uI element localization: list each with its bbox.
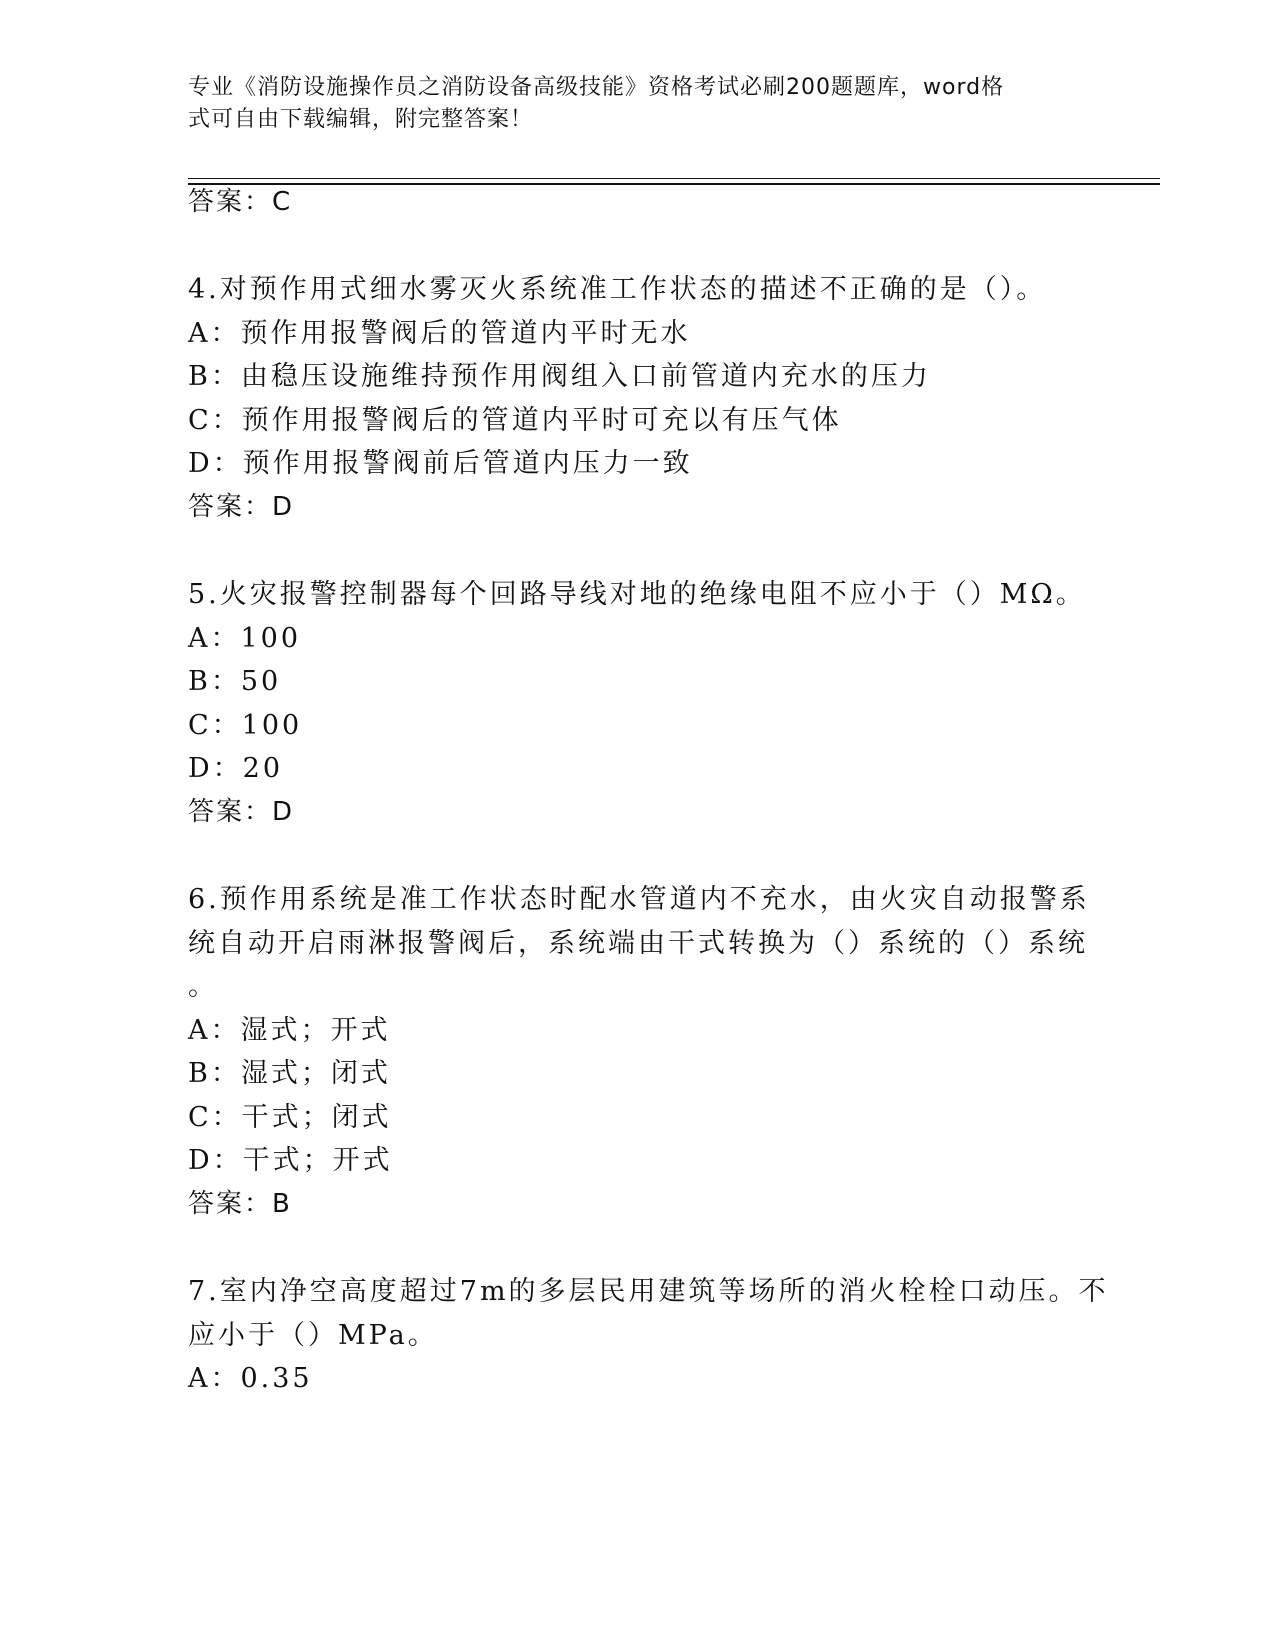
q5-option-b: B：50 bbox=[188, 666, 282, 697]
q6-option-c: C：干式；闭式 bbox=[188, 1102, 392, 1133]
answer-label: 答案： bbox=[188, 797, 273, 827]
q4-option-d: D：预作用报警阀前后管道内压力一致 bbox=[188, 448, 693, 479]
q5-option-c: C：100 bbox=[188, 710, 303, 741]
q4-option-b: B：由稳压设施维持预作用阀组入口前管道内充水的压力 bbox=[188, 361, 931, 392]
q7-question-line-1: 7.室内净空高度超过7m的多层民用建筑等场所的消火栓栓口动压。不 bbox=[188, 1276, 1109, 1307]
answer-value: D bbox=[272, 797, 294, 827]
answer-value: B bbox=[272, 1189, 291, 1219]
header-divider-thick bbox=[188, 183, 1160, 185]
q4-option-a: A：预作用报警阀后的管道内平时无水 bbox=[188, 318, 691, 349]
header-divider-thin bbox=[188, 178, 1160, 179]
q6-option-d: D：干式；开式 bbox=[188, 1145, 393, 1176]
document-header bbox=[188, 72, 1068, 136]
header-line-1: 专业《消防设施操作员之消防设备高级技能》资格考试必刷200题题库，word格 bbox=[188, 75, 1005, 100]
answer-label: 答案： bbox=[188, 1189, 273, 1219]
q5-option-d: D：20 bbox=[188, 753, 284, 784]
q6-answer bbox=[188, 1186, 291, 1222]
q6-option-a: A：湿式；开式 bbox=[188, 1015, 391, 1046]
answer-value: C bbox=[272, 187, 292, 217]
q7-option-a: A：0.35 bbox=[188, 1363, 313, 1394]
q4-question: 4.对预作用式细水雾灭火系统准工作状态的描述不正确的是（）。 bbox=[188, 274, 1047, 305]
answer-label: 答案： bbox=[188, 187, 273, 217]
q5-answer bbox=[188, 794, 293, 830]
q6-question-line-3: 。 bbox=[188, 971, 218, 1002]
q3-answer bbox=[188, 184, 291, 220]
q4-option-c: C：预作用报警阀后的管道内平时可充以有压气体 bbox=[188, 405, 842, 436]
header-line-2: 式可自由下载编辑，附完整答案！ bbox=[188, 107, 534, 132]
answer-label: 答案： bbox=[188, 492, 273, 522]
q6-option-b: B：湿式；闭式 bbox=[188, 1058, 391, 1089]
q5-option-a: A：100 bbox=[188, 623, 302, 654]
q6-question-line-2: 统自动开启雨淋报警阀后，系统端由干式转换为（）系统的（）系统 bbox=[188, 928, 1088, 959]
q7-question-line-2: 应小于（）MPa。 bbox=[188, 1320, 438, 1351]
q5-question: 5.火灾报警控制器每个回路导线对地的绝缘电阻不应小于（）MΩ。 bbox=[188, 579, 1086, 610]
answer-value: D bbox=[272, 492, 294, 522]
q4-answer bbox=[188, 489, 293, 525]
q6-question-line-1: 6.预作用系统是准工作状态时配水管道内不充水，由火灾自动报警系 bbox=[188, 884, 1090, 915]
